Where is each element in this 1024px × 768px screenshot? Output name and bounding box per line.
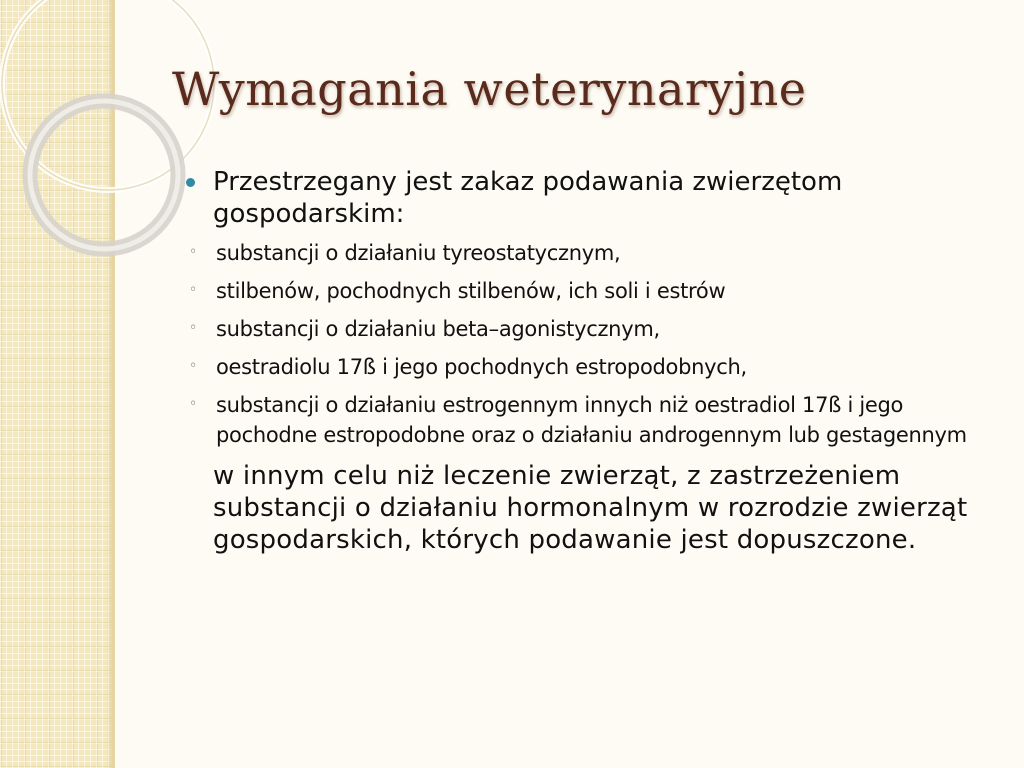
sub-bullet-item [186, 314, 976, 344]
ring-bullet-icon: ◦ [189, 320, 197, 336]
slide-title: Wymagania weterynaryjne [172, 62, 807, 116]
decorative-grid-strip [0, 0, 115, 768]
sub-bullet-text: substancji o działaniu estrogennym innych niż oestradiol 17ß i jego pochodne estropodobne oraz o działaniu androgennym lub gestagennym [216, 393, 967, 447]
sub-bullet-item [186, 276, 976, 306]
ring-bullet-icon: ◦ [189, 244, 197, 260]
sub-bullet-text: substancji o działaniu beta–agonistycznym, [216, 317, 660, 341]
sub-bullet-text: oestradiolu 17ß i jego pochodnych estropodobnych, [216, 355, 747, 379]
ring-bullet-icon: ◦ [189, 396, 197, 412]
ring-bullet-icon: ◦ [189, 358, 197, 374]
ring-bullet-icon: ◦ [189, 282, 197, 298]
sub-bullet-text: stilbenów, pochodnych stilbenów, ich soli i estrów [216, 279, 726, 303]
sub-bullet-item [186, 390, 976, 450]
main-bullet-item [186, 166, 976, 230]
sub-bullet-item [186, 238, 976, 268]
bullet-dot-icon [186, 178, 195, 187]
continuation-paragraph: w innym celu niż leczenie zwierząt, z zastrzeżeniem substancji o działaniu hormonalnym w rozrodzie zwierząt gospodarskich, których podawanie jest dopuszczone. [213, 461, 968, 555]
sub-bullet-text: substancji o działaniu tyreostatycznym, [216, 241, 621, 265]
main-bullet-text: Przestrzegany jest zakaz podawania zwierzętom gospodarskim: [213, 167, 843, 229]
slide-content [186, 166, 976, 556]
sub-bullet-item [186, 352, 976, 382]
sub-bullet-list [186, 238, 976, 450]
